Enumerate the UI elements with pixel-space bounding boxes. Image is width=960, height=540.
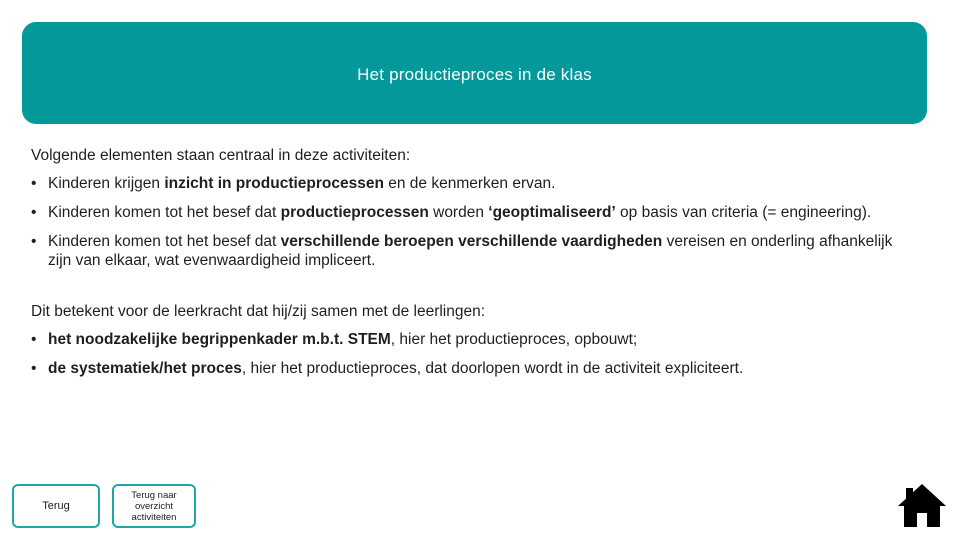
overview-button-label: Terug naar overzicht activiteiten	[131, 489, 177, 523]
home-icon-graphic	[896, 482, 948, 528]
home-icon[interactable]	[896, 482, 948, 528]
list-item: • Kinderen komen tot het besef dat productieprocessen worden ‘geoptimaliseerd’ op basis van criteria (= engineering).	[31, 203, 911, 222]
back-button[interactable]	[12, 484, 100, 528]
page-title: Het productieproces in de klas	[357, 65, 592, 84]
main-content	[31, 146, 911, 388]
list-item: • Kinderen komen tot het besef dat verschillende beroepen verschillende vaardigheden vereisen en onderling afhankelijk zijn van elkaar, wat evenwaardigheid impliceert.	[31, 232, 911, 270]
section1-intro: Volgende elementen staan centraal in deze activiteiten:	[31, 147, 411, 164]
back-button-label: Terug	[42, 500, 70, 512]
overview-button[interactable]	[112, 484, 196, 528]
list-item: • Kinderen krijgen inzicht in productieprocessen en de kenmerken ervan.	[31, 174, 911, 193]
list-item: • de systematiek/het proces, hier het productieproces, dat doorlopen wordt in de activiteit expliciteert.	[31, 359, 911, 378]
list-item: • het noodzakelijke begrippenkader m.b.t. STEM, hier het productieproces, opbouwt;	[31, 330, 911, 349]
section2-intro: Dit betekent voor de leerkracht dat hij/zij samen met de leerlingen:	[31, 303, 486, 320]
title-banner	[22, 22, 927, 124]
